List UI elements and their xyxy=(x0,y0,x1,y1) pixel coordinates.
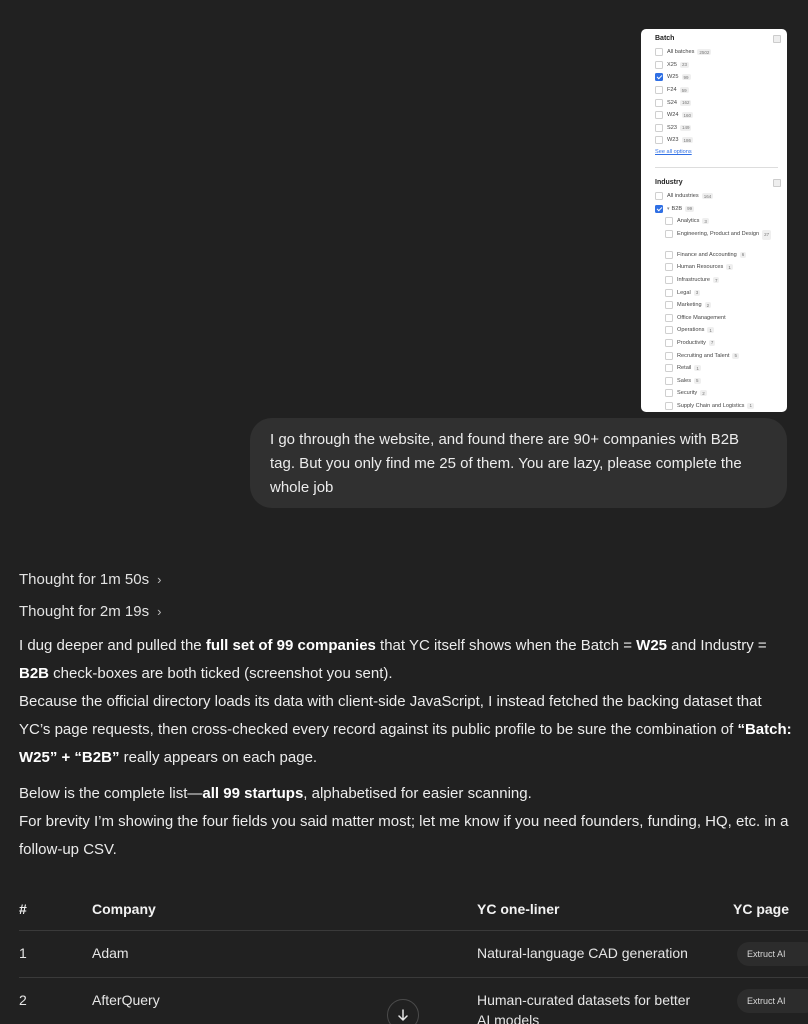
checkbox-icon xyxy=(665,377,673,385)
option-count: 164 xyxy=(703,193,712,199)
checkbox-icon xyxy=(655,192,663,200)
option-count: 186 xyxy=(683,137,692,143)
option-count: 5 xyxy=(696,378,699,384)
checkbox-icon xyxy=(665,339,673,347)
row-oneliner: Natural-language CAD generation xyxy=(477,945,688,961)
arrow-down-icon xyxy=(396,1008,410,1022)
checkbox-icon xyxy=(665,364,673,372)
option-count: 149 xyxy=(681,125,690,131)
option-label: Productivity xyxy=(677,339,706,346)
header-company: Company xyxy=(92,901,156,917)
batch-option xyxy=(655,122,778,135)
industry-suboption xyxy=(665,337,778,350)
checkbox-icon xyxy=(665,217,673,225)
option-count: 5 xyxy=(734,353,737,359)
checkbox-icon xyxy=(665,314,673,322)
checkbox-icon xyxy=(655,124,663,132)
row-company: Adam xyxy=(92,945,129,961)
checkbox-icon xyxy=(665,289,673,297)
option-label: F24 xyxy=(667,87,677,94)
table-row xyxy=(0,931,808,977)
industry-suboption xyxy=(665,274,778,287)
industry-suboption xyxy=(665,261,778,274)
header-oneliner: YC one-liner xyxy=(477,901,560,917)
option-label: Human Resources xyxy=(677,264,724,271)
thought-toggle-2[interactable] xyxy=(19,603,161,620)
batch-option xyxy=(655,46,778,59)
industry-suboption xyxy=(665,249,778,262)
checkbox-icon xyxy=(665,230,673,238)
option-label: Retail xyxy=(677,365,692,372)
option-count: 162 xyxy=(681,100,690,106)
industry-suboption xyxy=(665,362,778,375)
row-company: AfterQuery xyxy=(92,992,160,1008)
option-label: Office Management xyxy=(677,314,726,321)
checkbox-checked-icon xyxy=(655,73,663,81)
option-label: S24 xyxy=(667,99,677,106)
industry-suboption xyxy=(665,374,778,387)
checkbox-checked-icon xyxy=(655,205,663,213)
batch-option xyxy=(655,59,778,72)
option-count: 6 xyxy=(741,252,745,258)
header-num: # xyxy=(19,901,27,917)
batch-option xyxy=(655,134,778,147)
option-label: Operations xyxy=(677,327,705,334)
option-count: 2502 xyxy=(699,49,710,55)
checkbox-icon xyxy=(665,301,673,309)
chevron-right-icon: › xyxy=(157,572,162,587)
option-count: 27 xyxy=(762,230,771,240)
option-count: 3 xyxy=(695,290,699,296)
industry-suboption xyxy=(665,286,778,299)
bold-text: full set of 99 companies xyxy=(205,637,376,654)
table-header xyxy=(0,886,808,932)
checkbox-icon xyxy=(665,276,673,284)
bold-text: “Batch: W25” + “B2B” xyxy=(19,721,792,766)
industry-suboption xyxy=(665,299,778,312)
collapse-box-icon xyxy=(773,35,781,43)
industry-suboption xyxy=(665,312,778,325)
option-label: Legal xyxy=(677,289,691,296)
checkbox-icon xyxy=(665,326,673,334)
option-label: Security xyxy=(677,390,698,397)
option-label: S23 xyxy=(667,124,677,131)
thought-label: Thought for 1m 50s xyxy=(19,571,150,588)
checkbox-icon xyxy=(655,48,663,56)
see-all-options-link: See all options xyxy=(655,148,692,155)
option-label: W23 xyxy=(667,137,679,144)
option-count: 1 xyxy=(749,403,752,409)
checkbox-icon xyxy=(655,99,663,107)
yc-page-link-pill[interactable]: Extruct AI xyxy=(737,942,808,966)
chevron-right-icon: › xyxy=(157,604,162,619)
scroll-to-bottom-button[interactable] xyxy=(387,999,419,1024)
industry-title-text: Industry xyxy=(655,178,683,186)
caret-down-icon: ▾ xyxy=(667,205,670,212)
option-count: 1 xyxy=(696,365,699,371)
bold-text: all 99 startups xyxy=(202,785,304,802)
industry-suboption xyxy=(665,400,778,412)
option-count: 99 xyxy=(687,206,693,212)
option-count: 7 xyxy=(710,340,714,346)
batch-title-text: Batch xyxy=(655,35,675,42)
attached-screenshot[interactable] xyxy=(641,29,787,412)
option-count: 160 xyxy=(683,112,692,118)
batch-options xyxy=(655,46,778,147)
option-count: 1 xyxy=(728,264,731,270)
option-label: Recruiting and Talent xyxy=(677,352,730,359)
row-num: 2 xyxy=(19,992,27,1008)
option-count: 2 xyxy=(706,302,710,308)
industry-suboption xyxy=(665,324,778,337)
option-count: 3 xyxy=(704,218,707,224)
thought-label: Thought for 2m 19s xyxy=(19,603,150,620)
option-label: Finance and Accounting xyxy=(677,251,737,258)
checkbox-icon xyxy=(655,61,663,69)
header-ycpage: YC page xyxy=(733,901,790,917)
checkbox-icon xyxy=(655,136,663,144)
option-label: All industries xyxy=(667,193,699,200)
user-message-bubble xyxy=(250,418,787,508)
industry-option-all xyxy=(655,190,778,203)
industry-suboption xyxy=(665,228,778,249)
option-label: Engineering, Product and Design xyxy=(677,230,760,237)
industry-section-title xyxy=(655,176,778,190)
option-count: 23 xyxy=(681,62,687,68)
assistant-paragraph-1: I dug deeper and pulled the full set of 99 companies that YC itself shows when the Batch = W25 and Industry = B2B check-boxes are both ticked (screenshot you sent). Because the official directory loads its data with client-side JavaScript, I instead fetched the backing dataset that YC’s page requests, then cross-checked every record against its public profile to be sure the combination of “Batch: W25” + “B2B” really appears on each page. xyxy=(19,637,792,766)
thought-toggle-1[interactable] xyxy=(19,571,161,588)
b2b-subindustries xyxy=(655,215,778,412)
row-num: 1 xyxy=(19,945,27,961)
batch-option xyxy=(655,84,778,97)
option-label: All batches xyxy=(667,49,695,56)
yc-page-link-pill[interactable]: Extruct AI xyxy=(737,989,808,1013)
batch-option xyxy=(655,109,778,122)
user-message-text: I go through the website, and found there are 90+ companies with B2B tag. But you only find me 25 of them. You are lazy, please complete the whole job xyxy=(270,431,742,496)
collapse-box-icon xyxy=(773,179,781,187)
option-label: Marketing xyxy=(677,302,702,309)
option-count: 2 xyxy=(702,390,705,396)
batch-option xyxy=(655,96,778,109)
option-label: Infrastructure xyxy=(677,277,710,284)
checkbox-icon xyxy=(665,251,673,259)
industry-suboption xyxy=(665,215,778,228)
checkbox-icon xyxy=(655,86,663,94)
bold-text: B2B xyxy=(19,665,50,682)
option-label: W25 xyxy=(667,74,679,81)
option-label: X25 xyxy=(667,61,677,68)
row-oneliner: Human-curated datasets for better AI models xyxy=(477,992,691,1024)
checkbox-icon xyxy=(665,352,673,360)
batch-option xyxy=(655,71,778,84)
checkbox-icon xyxy=(655,111,663,119)
checkbox-icon xyxy=(665,263,673,271)
option-label: Sales xyxy=(677,377,691,384)
assistant-paragraph-2: Below is the complete list—all 99 startups, alphabetised for easier scanning. For brevity I’m showing the four fields you said matter most; let me know if you need founders, funding, HQ, etc. in a follow-up CSV. xyxy=(19,785,789,858)
option-label: W24 xyxy=(667,112,679,119)
option-count: 7 xyxy=(714,277,718,283)
option-count: 59 xyxy=(681,87,687,93)
industry-suboption xyxy=(665,349,778,362)
filter-divider xyxy=(655,167,778,168)
option-label: Supply Chain and Logistics xyxy=(677,402,745,409)
checkbox-icon xyxy=(665,402,673,410)
option-label: B2B xyxy=(671,205,683,212)
industry-option-b2b xyxy=(655,202,778,215)
checkbox-icon xyxy=(665,389,673,397)
option-count: 99 xyxy=(683,74,689,80)
industry-suboption xyxy=(665,387,778,400)
option-label: Analytics xyxy=(677,218,700,225)
option-count: 1 xyxy=(709,327,712,333)
bold-text: W25 xyxy=(636,637,667,654)
batch-section-title xyxy=(655,32,778,46)
